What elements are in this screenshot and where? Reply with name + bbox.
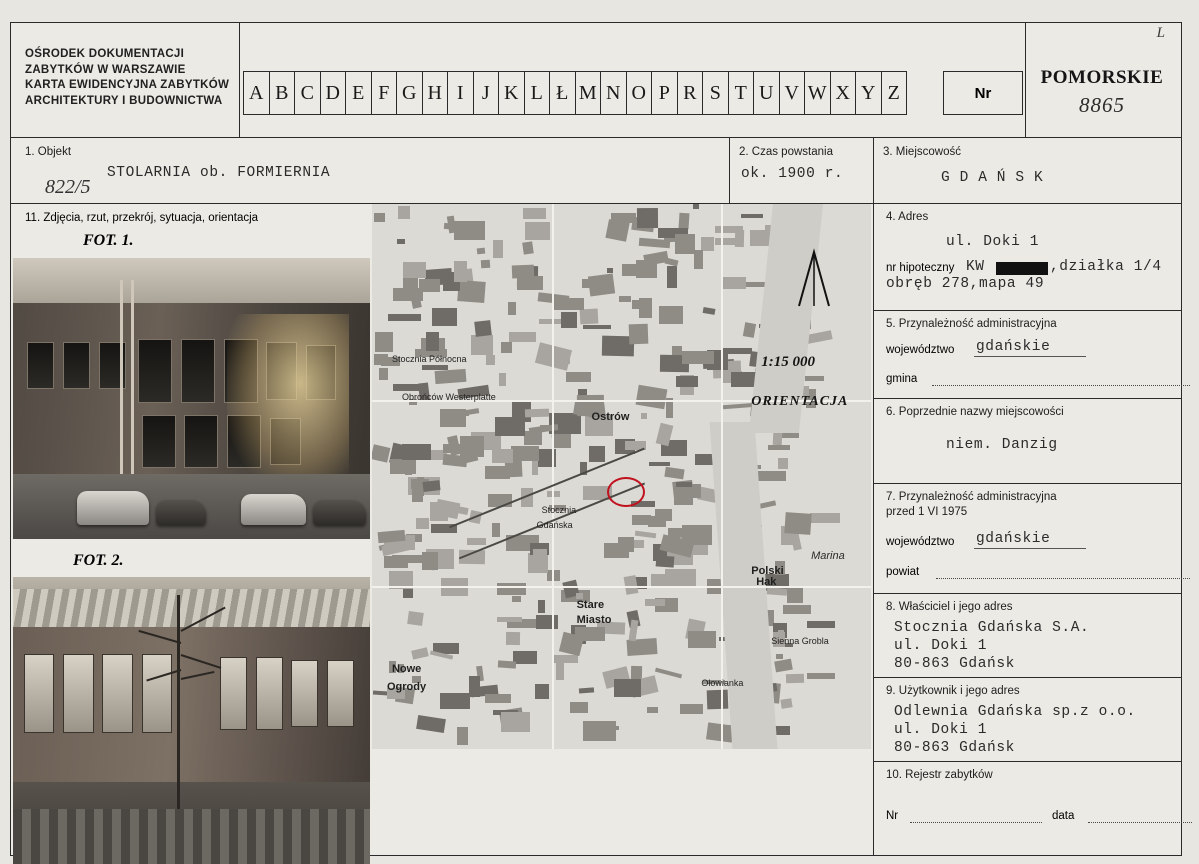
alphabet-cell-r[interactable]: R bbox=[678, 71, 704, 115]
alphabet-cell-m[interactable]: M bbox=[576, 71, 602, 115]
corner-mark: L bbox=[1156, 25, 1165, 41]
field-10-label: 10. Rejestr zabytków bbox=[886, 769, 993, 781]
map-label: Hak bbox=[756, 576, 777, 589]
map-building-block bbox=[422, 365, 448, 370]
field-5-voivodeship-label: województwo bbox=[886, 344, 955, 356]
field-7-powiat-value bbox=[936, 578, 1190, 579]
field-6-former-names bbox=[874, 399, 1181, 484]
map-building-block bbox=[637, 208, 658, 228]
map-building-block bbox=[492, 523, 500, 537]
map-building-block bbox=[443, 444, 461, 453]
map-building-block bbox=[469, 676, 480, 697]
field-7-voivodeship-label: województwo bbox=[886, 536, 955, 548]
field-9-line-2: ul. Doki 1 bbox=[894, 722, 988, 738]
map-building-block bbox=[570, 702, 589, 712]
institution-line-3: KARTA EWIDENCYJNA ZABYTKÓW bbox=[25, 79, 230, 91]
alphabet-index-row[interactable] bbox=[243, 71, 907, 115]
field-7-voivodeship-value: gdańskie bbox=[974, 531, 1086, 549]
alphabet-cell-z[interactable]: Z bbox=[882, 71, 908, 115]
map-building-block bbox=[525, 408, 550, 417]
map-building-block bbox=[629, 324, 649, 344]
map-building-block bbox=[706, 723, 734, 743]
institution-line-2: ZABYTKÓW W WARSZAWIE bbox=[25, 63, 186, 76]
map-building-block bbox=[784, 512, 811, 535]
field-4-plot: ,działka 1/4 bbox=[1050, 259, 1162, 275]
map-building-block bbox=[741, 214, 763, 218]
map-building-block bbox=[589, 446, 605, 462]
redacted-mortgage-number bbox=[996, 262, 1048, 275]
map-building-block bbox=[553, 434, 571, 448]
voivodeship-name: POMORSKIE bbox=[1040, 67, 1164, 88]
map-building-block bbox=[460, 436, 484, 457]
map-building-block bbox=[492, 449, 512, 463]
field-5-gmina-value bbox=[932, 385, 1190, 386]
map-building-block bbox=[787, 586, 803, 603]
map-label: Sienna Grobla bbox=[771, 636, 829, 647]
map-building-block bbox=[497, 617, 522, 622]
map-label: Stocznia Północna bbox=[391, 354, 467, 365]
field-11-label: 11. Zdjęcia, rzut, przekrój, sytuacja, orientacja bbox=[25, 212, 259, 224]
alphabet-cell-f[interactable]: F bbox=[372, 71, 398, 115]
map-building-block bbox=[390, 459, 416, 473]
alphabet-cell-u[interactable]: U bbox=[754, 71, 780, 115]
map-building-block bbox=[525, 222, 550, 240]
map-building-block bbox=[536, 615, 557, 629]
map-building-block bbox=[645, 599, 664, 607]
institution-line-1: OŚRODEK DOKUMENTACJI bbox=[25, 48, 185, 60]
map-building-block bbox=[398, 206, 410, 219]
field-10-register bbox=[874, 762, 1181, 855]
header-divider-2 bbox=[1025, 23, 1026, 138]
map-label: Miasto bbox=[576, 613, 612, 626]
map-building-block bbox=[440, 409, 466, 427]
card-header bbox=[11, 23, 1181, 138]
map-building-block bbox=[588, 274, 615, 297]
voivodeship-block bbox=[1029, 67, 1175, 118]
field-4-address bbox=[874, 204, 1181, 311]
map-building-block bbox=[485, 694, 511, 704]
map-building-block bbox=[547, 570, 560, 580]
map-building-block bbox=[495, 417, 525, 436]
map-building-block bbox=[654, 668, 681, 679]
map-building-block bbox=[778, 458, 788, 470]
map-building-block bbox=[457, 280, 486, 303]
map-building-block bbox=[501, 712, 530, 733]
alphabet-cell-e[interactable]: E bbox=[346, 71, 372, 115]
map-scale: 1:15 000 bbox=[761, 354, 815, 370]
map-building-block bbox=[680, 704, 703, 715]
map-building-block bbox=[807, 673, 835, 680]
map-label: Marina bbox=[811, 549, 845, 562]
map-building-block bbox=[619, 296, 632, 302]
map-building-block bbox=[533, 549, 547, 566]
map-building-block bbox=[580, 308, 598, 324]
map-building-block bbox=[467, 538, 486, 546]
map-building-block bbox=[403, 275, 418, 296]
alphabet-cell-s[interactable]: S bbox=[703, 71, 729, 115]
map-building-block bbox=[561, 312, 578, 328]
map-building-block bbox=[372, 444, 391, 462]
map-building-block bbox=[474, 320, 491, 336]
map-label: Obrońców Westerplatte bbox=[401, 391, 496, 402]
field-4-mortgage-label: nr hipoteczny bbox=[886, 262, 955, 274]
alphabet-cell-a[interactable]: A bbox=[244, 71, 270, 115]
map-building-block bbox=[707, 689, 729, 709]
institution-name bbox=[25, 47, 235, 109]
map-building-block bbox=[384, 556, 408, 568]
alphabet-cell-j[interactable]: J bbox=[474, 71, 500, 115]
field-1-side-number: 822/5 bbox=[45, 176, 91, 198]
field-4-street: ul. Doki 1 bbox=[946, 234, 1040, 250]
map-label: Polski bbox=[751, 564, 784, 577]
map-building-block bbox=[611, 213, 637, 223]
alphabet-cell-o[interactable]: O bbox=[627, 71, 653, 115]
alphabet-cell-ł[interactable]: Ł bbox=[550, 71, 576, 115]
map-building-block bbox=[403, 262, 426, 278]
map-building-block bbox=[682, 351, 714, 364]
map-building-block bbox=[471, 335, 493, 356]
institution-line-4: ARCHITEKTURY I BUDOWNICTWA bbox=[25, 94, 223, 107]
map-building-block bbox=[388, 314, 421, 321]
field-8-line-2: ul. Doki 1 bbox=[894, 638, 988, 654]
field-10-nr-label: Nr bbox=[886, 810, 899, 822]
map-building-block bbox=[773, 432, 783, 446]
map-orientation-label: ORIENTACJA bbox=[751, 394, 849, 409]
map-building-block bbox=[397, 239, 405, 245]
map-building-block bbox=[419, 279, 441, 292]
map-building-block bbox=[480, 260, 489, 269]
map-building-block bbox=[776, 654, 782, 659]
map-building-block bbox=[434, 369, 466, 384]
map-building-block bbox=[411, 648, 428, 660]
field-4-mortgage-kw: KW bbox=[966, 259, 985, 275]
field-9-label: 9. Użytkownik i jego adres bbox=[886, 685, 1020, 697]
map-building-block bbox=[440, 693, 469, 709]
field-6-label: 6. Poprzednie nazwy miejscowości bbox=[886, 406, 1064, 418]
alphabet-cell-h[interactable]: H bbox=[423, 71, 449, 115]
alphabet-cell-g[interactable]: G bbox=[397, 71, 423, 115]
alphabet-cell-p[interactable]: P bbox=[652, 71, 678, 115]
map-building-block bbox=[407, 612, 424, 626]
map-building-block bbox=[501, 342, 513, 353]
map-building-block bbox=[693, 204, 699, 209]
field-4-precinct: obręb 278,mapa 49 bbox=[886, 276, 1045, 292]
map-building-block bbox=[805, 376, 824, 381]
map-building-block bbox=[647, 707, 658, 713]
field-10-data-label: data bbox=[1052, 810, 1075, 822]
map-building-block bbox=[374, 213, 385, 222]
field-8-line-1: Stocznia Gdańska S.A. bbox=[894, 620, 1090, 636]
map-building-block bbox=[607, 268, 613, 274]
map-building-block bbox=[499, 373, 506, 386]
map-building-block bbox=[426, 332, 439, 351]
map-building-block bbox=[810, 513, 840, 522]
map-building-block bbox=[422, 552, 439, 569]
field-7-powiat-label: powiat bbox=[886, 566, 920, 578]
map-building-block bbox=[523, 242, 535, 256]
map-building-block bbox=[641, 413, 648, 419]
map-building-block bbox=[402, 444, 431, 460]
field-2-label: 2. Czas powstania bbox=[739, 146, 833, 158]
alphabet-cell-i[interactable]: I bbox=[448, 71, 474, 115]
map-building-block bbox=[721, 277, 747, 289]
map-label: Gdańska bbox=[536, 519, 573, 530]
map-building-block bbox=[632, 515, 651, 524]
map-building-block bbox=[734, 230, 744, 247]
field-7-label-line2: przed 1 VI 1975 bbox=[886, 506, 968, 518]
photo-1-caption: FOT. 1. bbox=[83, 232, 134, 249]
map-building-block bbox=[477, 248, 486, 255]
map-building-block bbox=[405, 461, 411, 475]
field-6-value: niem. Danzig bbox=[946, 437, 1058, 453]
alphabet-cell-c[interactable]: C bbox=[295, 71, 321, 115]
row2-divider-1 bbox=[729, 138, 730, 204]
map-label: Ostrów bbox=[591, 410, 630, 423]
map-building-block bbox=[766, 588, 787, 596]
map-building-block bbox=[598, 726, 619, 730]
nr-box bbox=[943, 71, 1023, 115]
field-3-label: 3. Miejscowość bbox=[883, 146, 961, 158]
record-card bbox=[10, 22, 1182, 856]
map-label: Ogrody bbox=[386, 681, 427, 694]
map-building-block bbox=[780, 698, 793, 709]
field-1-label: 1. Objekt bbox=[25, 146, 72, 158]
map-building-block bbox=[535, 684, 548, 699]
photo-2-hall-rear bbox=[13, 577, 370, 864]
field-8-owner bbox=[874, 594, 1181, 678]
field-4-label: 4. Adres bbox=[886, 211, 929, 223]
map-building-block bbox=[655, 556, 674, 568]
field-5-gmina-label: gmina bbox=[886, 373, 918, 385]
map-building-block bbox=[443, 454, 468, 467]
map-building-block bbox=[639, 298, 652, 318]
map-building-block bbox=[549, 413, 581, 434]
map-building-block bbox=[375, 332, 392, 352]
map-building-block bbox=[655, 509, 671, 521]
alphabet-cell-l[interactable]: L bbox=[525, 71, 551, 115]
map-building-block bbox=[758, 471, 785, 481]
map-building-block bbox=[702, 307, 715, 315]
alphabet-cell-d[interactable]: D bbox=[321, 71, 347, 115]
map-building-block bbox=[575, 627, 605, 640]
map-building-block bbox=[432, 308, 457, 326]
map-building-block bbox=[493, 240, 503, 258]
map-building-block bbox=[614, 679, 641, 697]
photo-2-caption: FOT. 2. bbox=[73, 552, 124, 569]
map-building-block bbox=[694, 250, 703, 269]
map-building-block bbox=[649, 462, 670, 466]
map-building-block bbox=[634, 540, 644, 548]
alphabet-cell-w[interactable]: W bbox=[805, 71, 831, 115]
object-location-marker bbox=[607, 477, 645, 507]
map-label: Stare bbox=[576, 598, 605, 611]
map-building-block bbox=[416, 518, 429, 530]
map-building-block bbox=[485, 355, 494, 365]
map-building-block bbox=[676, 376, 698, 387]
field-1-value: STOLARNIA ob. FORMIERNIA bbox=[107, 165, 331, 181]
map-building-block bbox=[517, 276, 543, 290]
map-building-block bbox=[579, 687, 594, 694]
map-building-block bbox=[454, 221, 486, 240]
alphabet-cell-n[interactable]: N bbox=[601, 71, 627, 115]
alphabet-cell-k[interactable]: K bbox=[499, 71, 525, 115]
map-building-block bbox=[768, 445, 790, 449]
header-divider-1 bbox=[239, 23, 240, 138]
map-building-block bbox=[506, 632, 520, 645]
map-building-block bbox=[659, 306, 683, 325]
map-building-block bbox=[403, 589, 414, 598]
map-building-block bbox=[635, 530, 657, 538]
card-number: 8865 bbox=[1079, 93, 1125, 117]
map-label: Ołowianka bbox=[701, 677, 744, 688]
map-building-block bbox=[786, 674, 804, 683]
map-building-block bbox=[583, 721, 616, 741]
field-7-label-line1: 7. Przynależność administracyjna bbox=[886, 491, 1057, 503]
map-building-block bbox=[379, 368, 388, 380]
map-building-block bbox=[509, 332, 536, 342]
illustrations-column bbox=[11, 204, 873, 855]
field-5-label: 5. Przynależność administracyjna bbox=[886, 318, 1057, 330]
field-8-line-3: 80-863 Gdańsk bbox=[894, 656, 1015, 672]
map-label: Stocznia bbox=[541, 504, 577, 515]
map-building-block bbox=[783, 605, 810, 614]
field-5-administrative bbox=[874, 311, 1181, 399]
map-building-block bbox=[667, 266, 677, 287]
field-2-value: ok. 1900 r. bbox=[741, 166, 844, 182]
map-building-block bbox=[639, 237, 671, 248]
field-10-data-value bbox=[1088, 822, 1192, 823]
map-building-block bbox=[618, 537, 634, 552]
map-building-block bbox=[508, 302, 516, 315]
field-9-line-1: Odlewnia Gdańska sp.z o.o. bbox=[894, 704, 1136, 720]
map-building-block bbox=[583, 325, 610, 329]
map-building-block bbox=[566, 372, 591, 382]
north-arrow-icon bbox=[791, 248, 837, 310]
map-building-block bbox=[554, 298, 583, 310]
field-10-nr-value bbox=[910, 822, 1042, 823]
situation-map bbox=[372, 204, 871, 749]
map-building-block bbox=[512, 596, 522, 602]
field-7-administrative-pre1975 bbox=[874, 484, 1181, 594]
map-building-block bbox=[665, 569, 696, 586]
map-building-block bbox=[675, 234, 696, 254]
alphabet-cell-x[interactable]: X bbox=[831, 71, 857, 115]
field-5-voivodeship-value: gdańskie bbox=[974, 339, 1086, 357]
map-building-block bbox=[807, 621, 835, 629]
map-building-block bbox=[457, 727, 468, 745]
photo-1-building-facade bbox=[13, 258, 370, 539]
map-building-block bbox=[775, 658, 794, 672]
alphabet-cell-v[interactable]: V bbox=[780, 71, 806, 115]
map-building-block bbox=[498, 661, 516, 669]
map-building-block bbox=[629, 620, 639, 642]
field-9-line-3: 80-863 Gdańsk bbox=[894, 740, 1015, 756]
alphabet-cell-t[interactable]: T bbox=[729, 71, 755, 115]
map-building-block bbox=[513, 651, 537, 664]
tree-silhouette bbox=[177, 595, 180, 809]
field-9-user bbox=[874, 678, 1181, 762]
nr-label: Nr bbox=[974, 84, 992, 102]
map-building-block bbox=[412, 489, 423, 502]
alphabet-cell-y[interactable]: Y bbox=[856, 71, 882, 115]
map-building-block bbox=[538, 600, 545, 613]
map-building-block bbox=[556, 663, 564, 680]
data-fields-column bbox=[873, 138, 1181, 855]
field-3-value: G D A Ń S K bbox=[941, 170, 1044, 186]
map-building-block bbox=[742, 322, 755, 337]
map-label: Nowe bbox=[391, 662, 422, 675]
map-building-block bbox=[511, 446, 540, 461]
field-8-label: 8. Właściciel i jego adres bbox=[886, 601, 1013, 613]
map-building-block bbox=[664, 467, 684, 479]
map-building-block bbox=[688, 631, 716, 648]
map-building-block bbox=[523, 208, 546, 219]
map-building-block bbox=[635, 385, 666, 409]
map-building-block bbox=[454, 261, 467, 281]
alphabet-cell-b[interactable]: B bbox=[270, 71, 296, 115]
map-building-block bbox=[378, 530, 406, 543]
map-building-block bbox=[416, 715, 446, 733]
map-building-block bbox=[674, 487, 693, 505]
